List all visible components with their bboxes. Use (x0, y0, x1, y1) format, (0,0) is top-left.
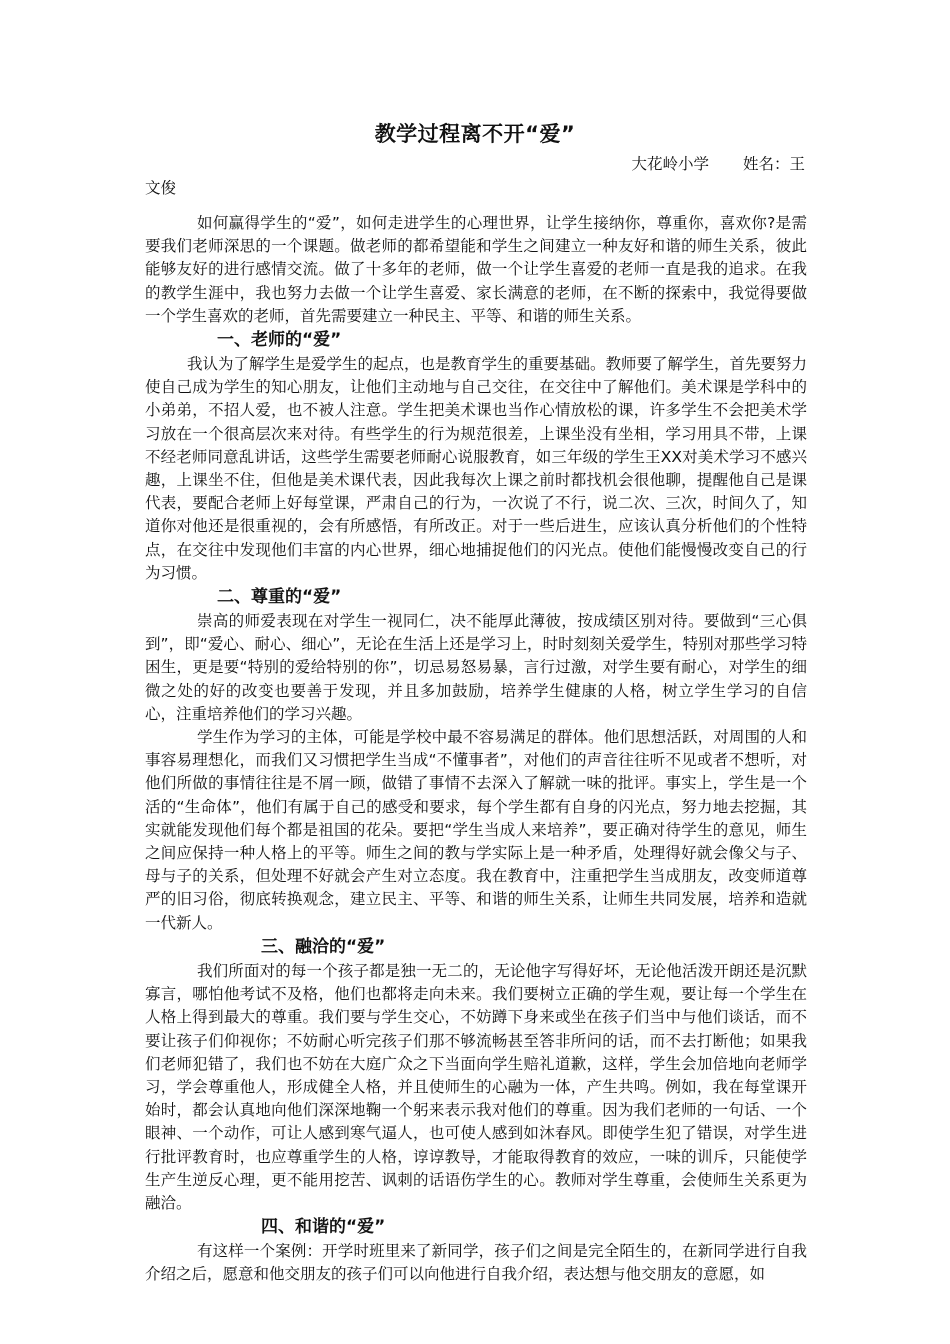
section-heading-1: 一、老师的“爱” (217, 330, 342, 351)
section-2-paragraph-1: 崇高的师爱表现在对学生一视同仁，决不能厚此薄彼，按成绩区别对待。要做到“三心俱到”，即“爱心、耐心、细心”，无论在生活上还是学习上，时时刻刻关爱学生，特别对那些学习特困生，更是要“特别的爱给特别的你”，切忌易怒易暴，言行过激，对学生要有耐心，对学生的细微之处的好的改变也要善于发现，并且多加鼓励，培养学生健康的人格，树立学生学习的自信心，注重培养他们的学习兴趣。 (145, 612, 807, 723)
section-3-paragraph-1: 我们所面对的每一个孩子都是独一无二的，无论他字写得好坏，无论他活泼开朗还是沉默寡言，哪怕他考试不及格，他们也都将走向未来。我们要树立正确的学生观，要让每一个学生在人格上得到最大的尊重。我们要与学生交心，不妨蹲下身来或坐在孩子们当中与他们谈话，而不要让孩子们仰视你；不妨耐心听完孩子们那不够流畅甚至答非所问的话，而不去打断他；如果我们老师犯错了，我们也不妨在大庭广众之下当面向学生赔礼道歉，这样，学生会加倍地向老师学习，学会尊重他人，形成健全人格，并且使师生的心融为一体，产生共鸣。例如，我在每堂课开始时，都会认真地向他们深深地鞠一个躬来表示我对他们的尊重。因为我们老师的一句话、一个眼神、一个动作，可让人感到寒气逼人，也可使人感到如沐春风。即使学生犯了错误，对学生进行批评教育时，也应尊重学生的人格，谆谆教导，才能取得教育的效应，一味的训斥，只能使学生产生逆反心理，更不能用挖苦、讽刺的话语伤学生的心。教师对学生尊重，会使师生关系更为融洽。 (145, 961, 807, 1212)
author-name-label: 姓名：王 (742, 155, 805, 173)
section-heading-3: 三、融洽的“爱” (261, 936, 386, 957)
author-name-continued: 文俊 (145, 179, 177, 197)
section-4-paragraph-1: 有这样一个案例：开学时班里来了新同学，孩子们之间是完全陌生的，在新同学进行自我介绍之后，愿意和他交朋友的孩子们可以向他进行自我介绍，表达想与他交朋友的意愿，如 (145, 1242, 807, 1284)
author-school-name (145, 152, 805, 176)
author-line (145, 152, 805, 200)
section-heading-4: 四、和谐的“爱” (261, 1217, 386, 1238)
school-name: 大花岭小学 (631, 155, 709, 173)
intro-paragraph: 如何赢得学生的“爱”，如何走进学生的心理世界，让学生接纳你，尊重你，喜欢你?是需要我们老师深思的一个课题。做老师的都希望能和学生之间建立一种友好和谐的师生关系，彼此能够友好的进行感情交流。做了十多年的老师，做一个让学生喜爱的老师一直是我的追求。在我的教学生涯中，我也努力去做一个让学生喜爱、家长满意的老师，在不断的探索中，我觉得要做一个学生喜欢的老师，首先需要建立一种民主、平等、和谐的师生关系。 (145, 214, 807, 325)
document-body (145, 212, 807, 1287)
section-1-paragraph-1: 我认为了解学生是爱学生的起点，也是教育学生的重要基础。教师要了解学生，首先要努力使自己成为学生的知心朋友，让他们主动地与自己交往，在交往中了解他们。美术课是学科中的小弟弟，不招人爱，也不被人注意。学生把美术课也当作心情放松的课，许多学生不会把美术学习放在一个很高层次来对待。有些学生的行为规范很差，上课坐没有坐相，学习用具不带，上课不经老师同意乱讲话，这些学生需要老师耐心说服教育，如三年级的学生王XX对美术学习不感兴趣，上课坐不住，但他是美术课代表，因此我每次上课之前时都找机会很他聊，提醒他自己是课代表，要配合老师上好每堂课，严肃自己的行为，一次说了不行，说二次、三次，时间久了，知道你对他还是很重视的，会有所感悟，有所改正。对于一些后进生，应该认真分析他们的个性特点，在交往中发现他们丰富的内心世界，细心地捕捉他们的闪光点。使他们能慢慢改变自己的行为习惯。 (145, 355, 808, 582)
section-heading-2: 二、尊重的“爱” (217, 587, 342, 608)
section-2-paragraph-2: 学生作为学习的主体，可能是学校中最不容易满足的群体。他们思想活跃，对周围的人和事容易理想化，而我们又习惯把学生当成“不懂事者”，对他们的声音往往听不见或者不想听，对他们所做的事情往往是不屑一顾，做错了事情不去深入了解就一味的批评。事实上，学生是一个活的“生命体”，他们有属于自己的感受和要求，每个学生都有自身的闪光点，努力地去挖掘，其实就能发现他们每个都是祖国的花朵。要把“学生当成人来培养”，要正确对待学生的意见，师生之间应保持一种人格上的平等。师生之间的教与学实际上是一种矛盾，处理得好就会像父与子、母与子的关系，但处理不好就会产生对立态度。我在教育中，注重把学生当成朋友，改变师道尊严的旧习俗，彻底转换观念，建立民主、平等、和谐的师生关系，让师生共同发展，培养和造就一代新人。 (145, 728, 807, 932)
document-title: 教学过程离不开“爱” (374, 122, 576, 146)
